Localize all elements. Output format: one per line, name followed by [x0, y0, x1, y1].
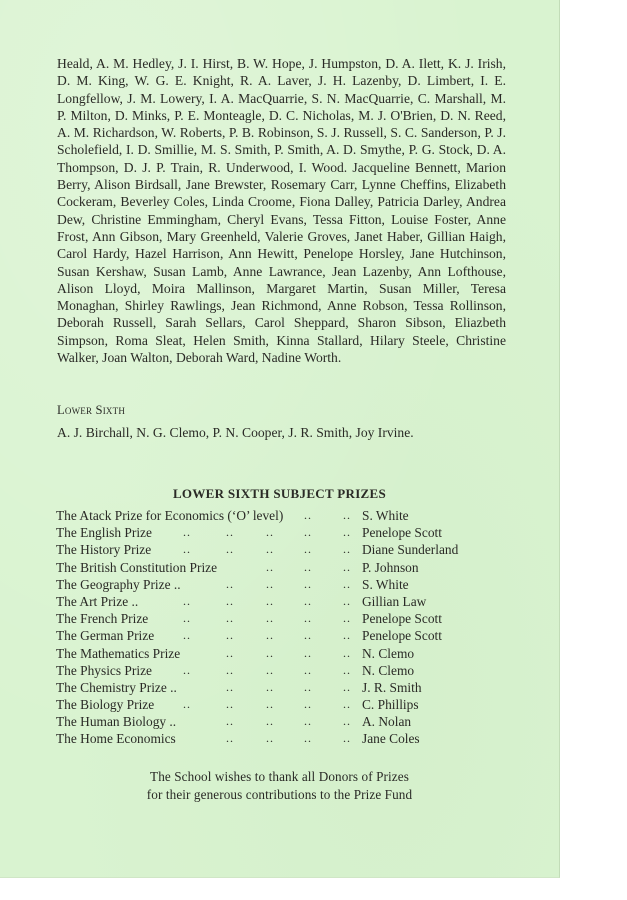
- prize-row: [56, 679, 496, 696]
- lower-sixth-names: A. J. Birchall, N. G. Clemo, P. N. Cooper, J. R. Smith, Joy Irvine.: [57, 425, 414, 440]
- prize-winner: Jane Coles: [362, 731, 420, 747]
- prize-row: [56, 730, 496, 747]
- prize-name: The English Prize: [56, 525, 152, 541]
- dot-leader: ..: [343, 611, 351, 626]
- dot-leader: ..: [304, 576, 312, 591]
- dot-leader: ..: [183, 525, 191, 540]
- dot-leader: ..: [266, 731, 274, 746]
- prize-row: [56, 576, 496, 593]
- dot-leaders: [56, 627, 366, 644]
- dot-leaders: [56, 541, 366, 558]
- prize-name: The French Prize: [56, 611, 149, 627]
- prize-winner: Penelope Scott: [362, 628, 442, 644]
- dot-leader: ..: [266, 645, 274, 660]
- dot-leader: ..: [304, 697, 312, 712]
- prize-winner: Gillian Law: [362, 593, 427, 609]
- dot-leader: ..: [304, 714, 312, 729]
- dot-leader: ..: [266, 662, 274, 677]
- prize-name: The Home Economics: [56, 731, 176, 747]
- dot-leader: ..: [343, 731, 351, 746]
- dot-leader: ..: [304, 525, 312, 540]
- prize-name: The Human Biology ..: [56, 714, 177, 730]
- dot-leaders: [56, 524, 366, 541]
- dot-leader: ..: [226, 628, 234, 643]
- dot-leader: ..: [226, 679, 234, 694]
- thanks-line-2: for their generous contributions to the Prize Fund: [146, 787, 413, 802]
- dot-leader: ..: [226, 525, 234, 540]
- dot-leader: ..: [304, 611, 312, 626]
- dot-leader: ..: [343, 542, 351, 557]
- dot-leaders: [56, 593, 366, 610]
- prize-name: The British Constitution Prize: [56, 559, 218, 575]
- prize-table: [56, 507, 496, 748]
- prize-name: The History Prize: [56, 542, 152, 558]
- dot-leaders: [56, 713, 366, 730]
- prize-name: The Mathematics Prize: [56, 645, 181, 661]
- dot-leader: ..: [226, 593, 234, 608]
- prize-name: The Atack Prize for Economics (‘O’ level): [56, 508, 284, 523]
- prize-winner: Diane Sunderland: [362, 542, 459, 558]
- prize-winner: N. Clemo: [362, 662, 415, 678]
- prize-winner: A. Nolan: [362, 714, 412, 730]
- prize-name: The Chemistry Prize ..: [56, 679, 177, 695]
- dot-leaders: [56, 662, 366, 679]
- dot-leader: ..: [266, 593, 274, 608]
- prize-row: [56, 645, 496, 662]
- prize-row: [56, 713, 496, 730]
- dot-leader: ..: [343, 576, 351, 591]
- dot-leaders: [56, 696, 366, 713]
- prizes-title-text: LOWER SIXTH SUBJECT PRIZES: [172, 486, 387, 501]
- dot-leader: ..: [343, 593, 351, 608]
- dot-leader: ..: [343, 508, 351, 522]
- dot-leader: ..: [304, 508, 312, 522]
- prize-row: [56, 610, 496, 627]
- dot-leader: ..: [266, 559, 274, 574]
- prize-winner: C. Phillips: [362, 697, 419, 713]
- prize-winner: Penelope Scott: [362, 525, 442, 541]
- prize-winner: S. White: [362, 508, 409, 523]
- dot-leader: ..: [226, 611, 234, 626]
- dot-leader: ..: [266, 679, 274, 694]
- dot-leader: ..: [343, 679, 351, 694]
- dot-leader: ..: [343, 697, 351, 712]
- dot-leader: ..: [266, 611, 274, 626]
- prize-name: The Art Prize ..: [56, 593, 139, 609]
- dot-leader: ..: [226, 714, 234, 729]
- dot-leader: ..: [183, 697, 191, 712]
- dot-leader: ..: [343, 714, 351, 729]
- prize-row: [56, 593, 496, 610]
- prize-name: The German Prize: [56, 628, 155, 644]
- prize-winner: P. Johnson: [362, 559, 419, 575]
- prizes-title: [0, 486, 559, 502]
- thanks-line-1: The School wishes to thank all Donors of Prizes: [150, 769, 409, 784]
- prize-name: The Physics Prize: [56, 662, 152, 678]
- prize-name: The Geography Prize ..: [56, 576, 181, 592]
- dot-leader: ..: [226, 645, 234, 660]
- thanks-note: [0, 768, 559, 804]
- dot-leader: ..: [183, 593, 191, 608]
- dot-leader: ..: [304, 679, 312, 694]
- dot-leader: ..: [266, 576, 274, 591]
- dot-leader: ..: [266, 525, 274, 540]
- dot-leader: ..: [304, 628, 312, 643]
- dot-leaders: [56, 576, 366, 593]
- prize-row: [56, 662, 496, 679]
- dot-leader: ..: [183, 542, 191, 557]
- dot-leader: ..: [304, 731, 312, 746]
- dot-leader: ..: [266, 628, 274, 643]
- dot-leader: ..: [343, 525, 351, 540]
- dot-leader: ..: [226, 576, 234, 591]
- prize-row: [56, 696, 496, 713]
- dot-leaders: [56, 610, 366, 627]
- dot-leader: ..: [266, 714, 274, 729]
- dot-leader: ..: [304, 645, 312, 660]
- dot-leader: ..: [304, 662, 312, 677]
- prize-winner: S. White: [362, 576, 409, 592]
- prize-winner: J. R. Smith: [362, 679, 422, 695]
- dot-leaders: [56, 507, 366, 524]
- dot-leader: ..: [343, 559, 351, 574]
- dot-leader: ..: [266, 542, 274, 557]
- prize-name: The Biology Prize: [56, 697, 155, 713]
- prize-winner: Penelope Scott: [362, 611, 442, 627]
- dot-leader: ..: [226, 662, 234, 677]
- dot-leader: ..: [226, 542, 234, 557]
- dot-leader: ..: [343, 662, 351, 677]
- dot-leader: ..: [304, 559, 312, 574]
- prize-row: [56, 507, 496, 524]
- names-paragraph: Heald, A. M. Hedley, J. I. Hirst, B. W. Hope, J. Humpston, D. A. Ilett, K. J. Irish, D. M. King, W. G. E. Knight, R. A. Laver, J. H. Lazenby, D. Limbert, I. E. Longfellow, J. M. Lowery, I. A. MacQuarrie, S. N. MacQuarrie, C. Marshall, M. P. Milton, D. Minks, P. E. Monteagle, D. C. Nicholas, M. J. O'Brien, D. N. Reed, A. M. Richardson, W. Roberts, P. B. Robinson, S. J. Russell, S. C. Sanderson, P. J. Scholefield, I. D. Smillie, M. S. Smith, P. Smith, A. D. Smythe, P. G. Stock, D. A. Thompson, D. J. P. Train, R. Underwood, I. Wood. Jacqueline Bennett, Marion Berry, Alison Birdsall, Jane Brewster, Rosemary Carr, Lynne Cheffins, Elizabeth Cockeram, Beverley Coles, Linda Croome, Fiona Dalley, Patricia Darley, Andrea Dew, Christine Emmingham, Cheryl Evans, Tessa Fitton, Louise Foster, Anne Frost, Ann Gibson, Mary Greenheld, Valerie Groves, Janet Haber, Gillian Haigh, Carol Hardy, Hazel Harrison, Ann Hewitt, Penelope Horsley, Jane Hutchinson, Susan Kershaw, Susan Lamb, Anne Lawrance, Jean Lazenby, Ann Lofthouse, Alison Lloyd, Moira Mallinson, Margaret Martin, Susan Miller, Teresa Monaghan, Shirley Rawlings, Jean Richmond, Anne Robson, Tessa Rollinson, Deborah Russell, Sarah Sellars, Carol Sheppard, Sharon Sibson, Eliazbeth Simpson, Roma Sleat, Helen Smith, Kinna Stallard, Hilary Steele, Christine Walker, Joan Walton, Deborah Ward, Nadine Worth.: [57, 56, 506, 366]
- dot-leader: ..: [304, 593, 312, 608]
- dot-leaders: [56, 645, 366, 662]
- dot-leader: ..: [226, 731, 234, 746]
- dot-leader: ..: [343, 628, 351, 643]
- dot-leader: ..: [183, 662, 191, 677]
- dot-leaders: [56, 730, 366, 747]
- dot-leader: ..: [183, 628, 191, 643]
- dot-leaders: [56, 679, 366, 696]
- lower-sixth-heading: Lower Sixth: [57, 403, 126, 417]
- prize-row: [56, 541, 496, 558]
- dot-leader: ..: [226, 697, 234, 712]
- prize-winner: N. Clemo: [362, 645, 415, 661]
- dot-leader: ..: [183, 611, 191, 626]
- dot-leader: ..: [304, 542, 312, 557]
- prize-row: [56, 524, 496, 541]
- prize-row: [56, 559, 496, 576]
- prize-row: [56, 627, 496, 644]
- dot-leader: ..: [266, 697, 274, 712]
- dot-leaders: [56, 559, 366, 576]
- dot-leader: ..: [343, 645, 351, 660]
